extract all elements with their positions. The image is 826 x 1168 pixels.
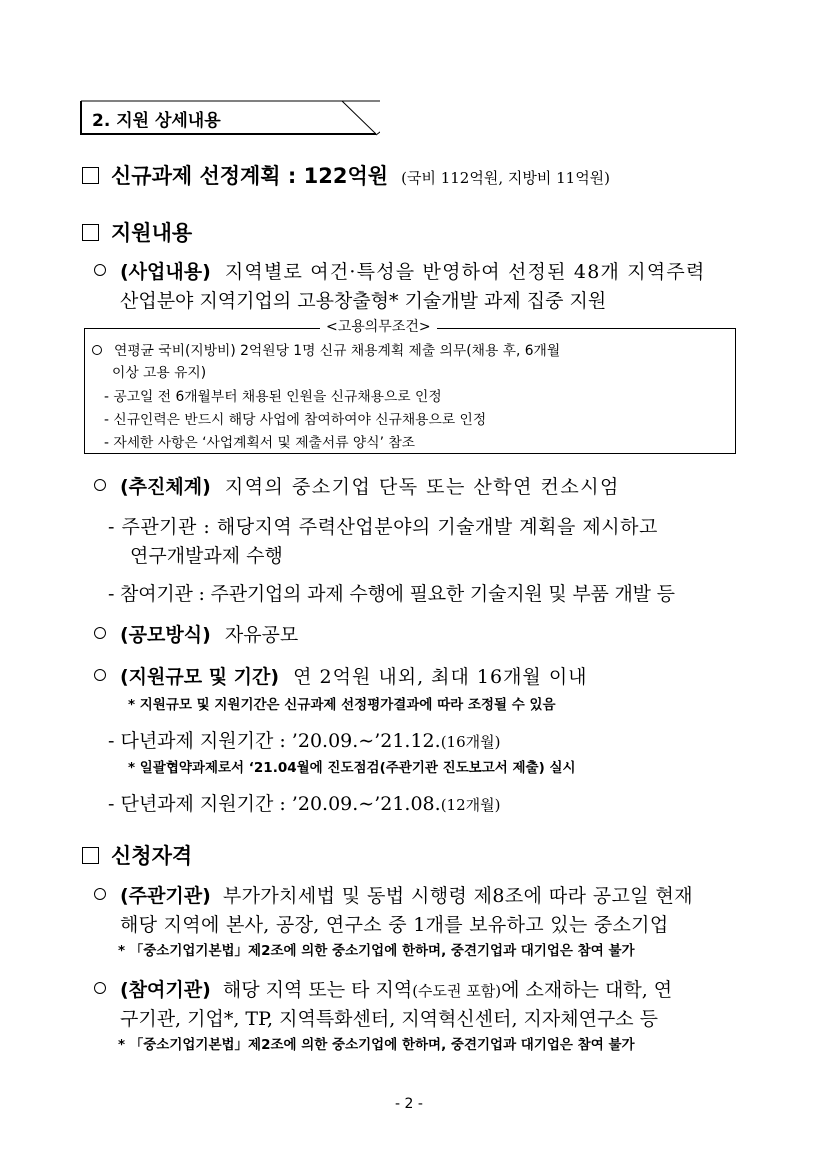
section-title: 2. 지원 상세내용 — [92, 111, 221, 131]
participant-line1-c: 에 소재하는 대학, 연 — [501, 979, 673, 1001]
scale-item — [94, 662, 588, 689]
single-year-text: - 단년과제 지원기간 : ’20.09.∼’21.08. — [108, 793, 441, 815]
promotion-system-text: 지역의 중소기업 단독 또는 산학연 컨소시엄 — [224, 476, 620, 498]
employment-bullet: - 공고일 전 6개월부터 채용된 인원을 신규채용으로 인정 — [104, 389, 442, 405]
lead-agency-line2: 연구개발과제 수행 — [130, 545, 283, 567]
support-heading: 지원내용 — [111, 221, 193, 245]
lead-eligibility-line2: 해당 지역에 본사, 공장, 연구소 중 1개를 보유하고 있는 중소기업 — [120, 914, 669, 936]
employment-main-line1 — [92, 339, 560, 359]
bullet-circle-icon — [94, 982, 106, 994]
employment-box-title: <고용의무조건> — [320, 316, 437, 336]
participant-eligibility-label: (참여기관) — [120, 979, 211, 1001]
lead-eligibility-item — [94, 881, 693, 908]
bullet-circle-icon — [94, 264, 106, 276]
bullet-circle-icon — [94, 888, 106, 900]
promotion-system-label: (추진체계) — [120, 476, 211, 498]
bullet-circle-icon — [94, 669, 106, 681]
bullet-circle-icon — [92, 345, 102, 355]
project-content-label: (사업내용) — [120, 261, 211, 283]
participant-line1-a: 해당 지역 또는 타 지역 — [222, 979, 413, 1001]
scale-note: * 지원규모 및 지원기간은 신규과제 선정평가결과에 따라 조정될 수 있음 — [128, 697, 556, 713]
plan-heading: 신규과제 선정계획 : 122억원 — [111, 164, 389, 188]
checkbox-square-icon — [82, 167, 99, 184]
contest-method-item — [94, 620, 298, 647]
project-content-item — [94, 257, 706, 284]
participant-eligibility-note: * 「중소기업기본법」제2조에 의한 중소기업에 한하며, 중견기업과 대기업은 참여 불가 — [118, 1037, 635, 1053]
project-content-line2: 산업분야 지역기업의 고용창출형* 기술개발 과제 집중 지원 — [120, 290, 607, 312]
lead-eligibility-label: (주관기관) — [120, 885, 211, 907]
scale-text: 연 2억원 내외, 최대 16개월 이내 — [293, 666, 588, 688]
section-tab — [80, 100, 376, 134]
participant-agency-line: - 참여기관 : 주관기업의 과제 수행에 필요한 기술지원 및 부품 개발 등 — [108, 583, 675, 605]
promotion-system-item — [94, 472, 620, 499]
participant-line1-b: (수도권 포함) — [412, 982, 502, 1000]
bullet-circle-icon — [94, 627, 106, 639]
support-heading-row — [82, 217, 192, 247]
employment-main-line2: 이상 고용 유지) — [112, 365, 207, 381]
lead-eligibility-line1: 부가가치세법 및 동법 시행령 제8조에 따라 공고일 현재 — [222, 885, 693, 907]
page-number: - 2 - — [395, 1096, 423, 1112]
scale-label: (지원규모 및 기간) — [120, 666, 280, 688]
single-year-months: (12개월) — [440, 796, 501, 814]
lead-eligibility-note: * 「중소기업기본법」제2조에 의한 중소기업에 한하며, 중견기업과 대기업은 참여 불가 — [118, 943, 635, 959]
plan-heading-row — [82, 160, 610, 190]
bullet-circle-icon — [94, 479, 106, 491]
checkbox-square-icon — [82, 847, 99, 864]
contest-method-text: 자유공모 — [224, 624, 299, 646]
eligibility-heading: 신청자격 — [111, 844, 193, 868]
employment-bullet: - 신규인력은 반드시 해당 사업에 참여하여야 신규채용으로 인정 — [104, 412, 487, 428]
multi-year-months: (16개월) — [440, 733, 501, 751]
multi-year-text: - 다년과제 지원기간 : ’20.09.∼’21.12. — [108, 730, 441, 752]
plan-detail: (국비 112억원, 지방비 11억원) — [401, 169, 611, 187]
project-content-line1: 지역별로 여건·특성을 반영하여 선정된 48개 지역주력 — [224, 261, 706, 283]
single-year-period — [108, 789, 500, 816]
participant-eligibility-line2: 구기관, 기업*, TP, 지역특화센터, 지역혁신센터, 지자체연구소 등 — [120, 1008, 659, 1030]
participant-eligibility-item — [94, 975, 672, 1002]
lead-agency-line1: - 주관기관 : 해당지역 주력산업분야의 기술개발 계획을 제시하고 — [108, 516, 658, 538]
contest-method-label: (공모방식) — [120, 624, 211, 646]
multi-year-period — [108, 726, 500, 753]
checkbox-square-icon — [82, 224, 99, 241]
employment-bullet: - 자세한 사항은 ‘사업계획서 및 제출서류 양식’ 참조 — [104, 435, 416, 451]
multi-year-note: * 일괄협약과제로서 ‘21.04월에 진도점검(주관기관 진도보고서 제출) 실시 — [128, 760, 576, 776]
eligibility-heading-row — [82, 840, 192, 870]
employment-main-text: 연평균 국비(지방비) 2억원당 1명 신규 채용계획 제출 의무(채용 후, 6개월 — [114, 343, 561, 359]
